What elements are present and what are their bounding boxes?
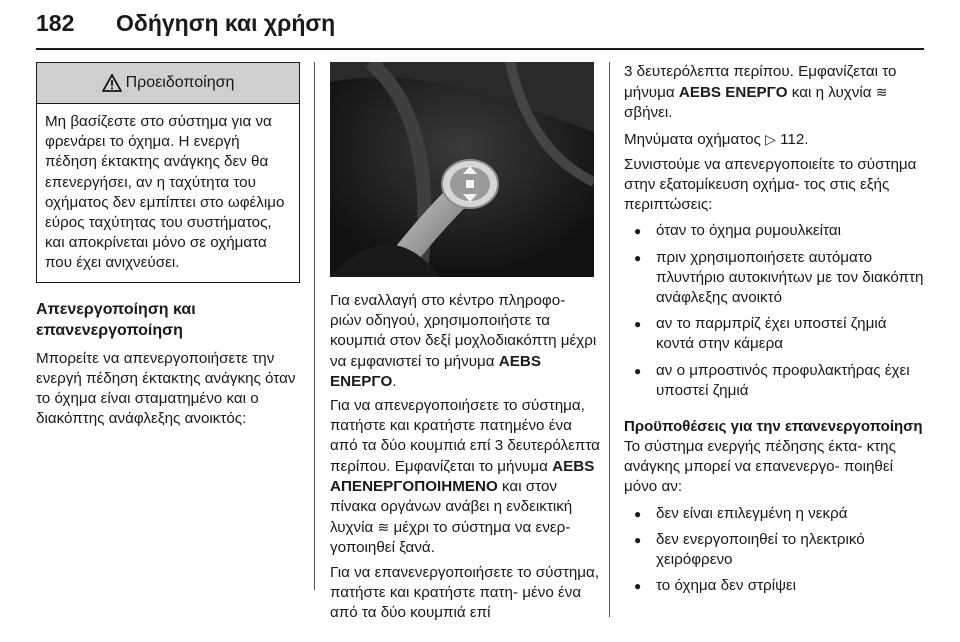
- page-header: [36, 6, 924, 46]
- column-left: [36, 62, 300, 429]
- paragraph: [330, 291, 600, 392]
- paragraph: [624, 129, 924, 150]
- text-run: Για εναλλαγή στο κέντρο πληροφο‐ ριών οδηγού, χρησιμοποιήστε τα κουμπιά στον δεξί μοχλοδιακόπτη μέχρι να εμφανιστεί το μήνυμα: [330, 292, 597, 370]
- stalk-switch-illustration: [330, 62, 594, 277]
- warning-header: [37, 63, 299, 104]
- list-item: ● δεν ενεργοποιηθεί το ηλεκτρικό χειρόφρενο: [624, 530, 924, 570]
- text-run: .: [392, 372, 397, 390]
- text-run: σβήνει.: [624, 104, 673, 122]
- paragraph: Το σύστημα ενεργής πέδησης έκτα‐ κτης ανάγκης μπορεί να επανενεργο‐ ποιηθεί μόνο αν:: [624, 438, 896, 496]
- text-run: Μηνύματα οχήματος: [624, 130, 766, 148]
- paragraph: Για να επανενεργοποιήσετε το σύστημα, πατήστε και κρατήστε πατη‐ μένο ένα από τα δύο κουμπιά επί: [330, 563, 600, 622]
- list-item: ● πριν χρησιμοποιήσετε αυτόματο πλυντήριο αυτοκινήτων με τον διακόπτη ανάφλεξης ανοικτό: [624, 248, 924, 309]
- list-item: ● αν ο μπροστινός προφυλακτήρας έχει υποστεί ζημιά: [624, 361, 924, 401]
- subsection-heading: Προϋποθέσεις για την επανενεργοποίηση: [624, 418, 923, 436]
- bullet-list: [624, 221, 924, 401]
- collision-warning-icon: ≋: [875, 84, 888, 101]
- warning-heading: Προειδοποίηση: [125, 73, 235, 91]
- header-divider: [36, 48, 924, 50]
- reference-arrow-icon: ▷: [765, 130, 776, 147]
- page-title: Οδήγηση και χρήση: [116, 10, 336, 36]
- paragraph: Συνιστούμε να απενεργοποιείτε το σύστημα στην εξατομίκευση οχήμα‐ τος στις εξής περιπτώσεις:: [624, 155, 917, 214]
- message-text: AEBS ΑΠΕΝΕΡΓΟΠΟΙΗΜΕΝΟ: [330, 457, 595, 495]
- text-run: και στον πίνακα οργάνων ανάβει η ενδεικτική λυχνία: [330, 477, 573, 537]
- list-item: ● αν το παρμπρίζ έχει υποστεί ζημιά κοντά στην κάμερα: [624, 314, 924, 354]
- column-divider: [609, 62, 610, 617]
- text-run: Για να απενεργοποιήσετε το σύστημα, πατήστε και κρατήστε πατημένο ένα από τα δύο κουμπιά επί 3 δευτερόλεπτα περίπου. Εμφανίζεται το μήνυμα: [330, 397, 600, 475]
- text-run: 3 δευτερόλεπτα περίπου. Εμφανίζεται το μήνυμα: [624, 63, 897, 102]
- message-text: AEBS ΕΝΕΡΓΟ: [330, 352, 541, 390]
- collision-warning-icon: ≋: [377, 519, 390, 536]
- bullet-list: [624, 504, 924, 597]
- list-item: ● όταν το όχημα ρυμουλκείται: [624, 221, 924, 241]
- warning-triangle-icon: [102, 74, 122, 92]
- text-run: μέχρι το σύστημα να ενερ‐ γοποιηθεί ξανά.: [330, 519, 571, 557]
- text-run: 112.: [775, 130, 809, 148]
- warning-text: Μη βασίζεστε στο σύστημα για να φρενάρει το όχημα. Η ενεργή πέδηση έκτακτης ανάγκης δεν θα επενεργήσει, αν η ταχύτητα του οχήματος δεν εμπίπτει στο ωφέλιμο εύρος ταχύτητας του συστήματος, και αποκρίνεται μόνο σε οχήματα που έχει ανιχνεύσει.: [45, 113, 285, 272]
- section-text: Μπορείτε να απενεργοποιήσετε την ενεργή πέδηση έκτακτης ανάγκης όταν το όχημα είναι σταματημένο και ο διακόπτης ανάφλεξης ανοικτός:: [36, 349, 296, 428]
- section-heading: Απενεργοποίηση και επανενεργοποίηση: [36, 300, 196, 339]
- message-text: AEBS ΕΝΕΡΓΟ: [678, 84, 788, 102]
- list-item: ● το όχημα δεν στρίψει: [624, 576, 924, 596]
- list-item: ● δεν είναι επιλεγμένη η νεκρά: [624, 504, 924, 524]
- column-middle: [330, 62, 600, 623]
- page-number: 182: [36, 10, 75, 36]
- column-divider: [314, 62, 315, 590]
- warning-box: [36, 62, 300, 283]
- paragraph: [330, 396, 600, 559]
- paragraph: [624, 62, 924, 124]
- text-run: και η λυχνία: [787, 84, 876, 102]
- column-right: [624, 62, 924, 602]
